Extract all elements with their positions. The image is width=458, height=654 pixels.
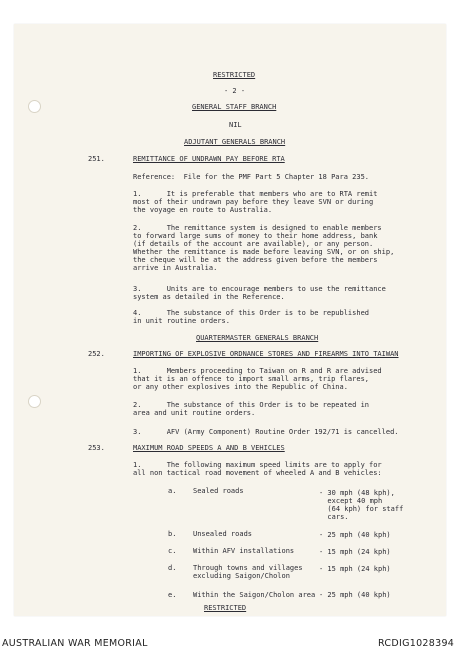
qm-branch-heading: QUARTERMASTER GENERALS BRANCH	[196, 334, 319, 342]
item-number: 251.	[88, 155, 105, 163]
page-number: - 2 -	[224, 87, 246, 95]
item-number: 253.	[88, 444, 105, 452]
item-title: REMITTANCE OF UNDRAWN PAY BEFORE RTA	[133, 155, 285, 163]
item-title: MAXIMUM ROAD SPEEDS A AND B VEHICLES	[133, 444, 285, 452]
document-page	[14, 24, 446, 616]
adj-branch-heading: ADJUTANT GENERALS BRANCH	[184, 138, 286, 146]
reference-line: Reference: File for the PMF Part 5 Chapter 18 Para 235.	[133, 173, 370, 181]
punch-hole	[28, 395, 41, 408]
punch-hole	[28, 100, 41, 113]
restricted-top: RESTRICTED	[213, 71, 256, 79]
paragraph: 3. AFV (Army Component) Routine Order 192/71 is cancelled.	[133, 428, 399, 436]
nil-text: NIL	[229, 121, 242, 129]
footer-id: RCDIG1028394	[378, 638, 455, 649]
footer-source: AUSTRALIAN WAR MEMORIAL	[2, 638, 148, 649]
item-title: IMPORTING OF EXPLOSIVE ORDNANCE STORES AND FIREARMS INTO TAIWAN	[133, 350, 399, 358]
branch-heading: GENERAL STAFF BRANCH	[192, 103, 277, 111]
item-number: 252.	[88, 350, 105, 358]
restricted-bottom: RESTRICTED	[204, 604, 247, 612]
